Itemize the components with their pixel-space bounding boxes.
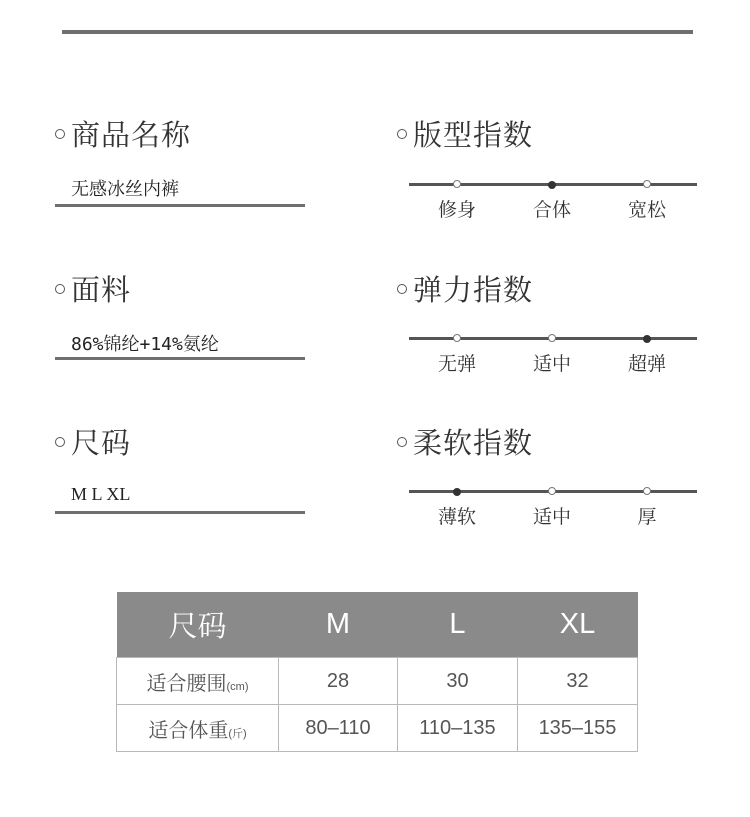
- scale-option-label: 厚: [637, 506, 657, 528]
- circle-bullet-icon: [397, 437, 407, 447]
- table-row: [117, 658, 638, 705]
- scale-option-label: 修身: [437, 199, 476, 221]
- top-divider: [62, 30, 693, 34]
- scale-option-label: 薄软: [437, 506, 476, 528]
- table-cell: 28: [279, 658, 398, 705]
- row-label-weight: 适合体重(斤): [117, 705, 279, 752]
- elastic-index-heading: 弹力指数: [397, 273, 533, 307]
- table-cell: 80–110: [279, 705, 398, 752]
- scale-dot: [643, 487, 651, 495]
- product-name-underline: [55, 204, 305, 207]
- row-label-waist: 适合腰围(cm): [117, 658, 279, 705]
- scale-dot: [453, 334, 461, 342]
- scale-option-label: 超弹: [627, 353, 666, 375]
- size-table: [116, 592, 638, 752]
- size-table-header-cell: 尺码: [117, 592, 279, 658]
- scale-option-label: 宽松: [627, 199, 666, 221]
- table-row: [117, 705, 638, 752]
- scale-dot: [453, 180, 461, 188]
- table-cell: 135–155: [518, 705, 638, 752]
- size-underline: [55, 511, 305, 514]
- softness-index-heading: 柔软指数: [397, 426, 533, 460]
- size-heading: 尺码: [55, 426, 131, 460]
- circle-bullet-icon: [397, 284, 407, 294]
- scale-selected-dot: [643, 335, 651, 343]
- fabric-value: 86%锦纶+14%氨纶: [71, 334, 219, 355]
- scale-dot: [548, 487, 556, 495]
- table-cell: 110–135: [398, 705, 518, 752]
- circle-bullet-icon: [397, 129, 407, 139]
- scale-dot: [548, 334, 556, 342]
- fit-index-heading: 版型指数: [397, 118, 533, 152]
- fabric-underline: [55, 357, 305, 360]
- product-name-value: 无感冰丝内裤: [71, 179, 179, 200]
- size-value: M L XL: [71, 484, 131, 504]
- scale-option-label: 合体: [532, 199, 571, 221]
- table-cell: 30: [398, 658, 518, 705]
- product-name-heading: 商品名称: [55, 118, 191, 152]
- scale-selected-dot: [453, 488, 461, 496]
- scale-selected-dot: [548, 181, 556, 189]
- circle-bullet-icon: [55, 437, 65, 447]
- scale-option-label: 适中: [532, 506, 571, 528]
- scale-dot: [643, 180, 651, 188]
- size-table-header-cell: M: [279, 592, 398, 658]
- fabric-heading: 面料: [55, 273, 131, 307]
- scale-option-label: 适中: [532, 353, 571, 375]
- size-table-header-row: [117, 592, 638, 658]
- circle-bullet-icon: [55, 129, 65, 139]
- size-table-header-cell: XL: [518, 592, 638, 658]
- scale-option-label: 无弹: [437, 353, 476, 375]
- circle-bullet-icon: [55, 284, 65, 294]
- table-cell: 32: [518, 658, 638, 705]
- size-table-header-cell: L: [398, 592, 518, 658]
